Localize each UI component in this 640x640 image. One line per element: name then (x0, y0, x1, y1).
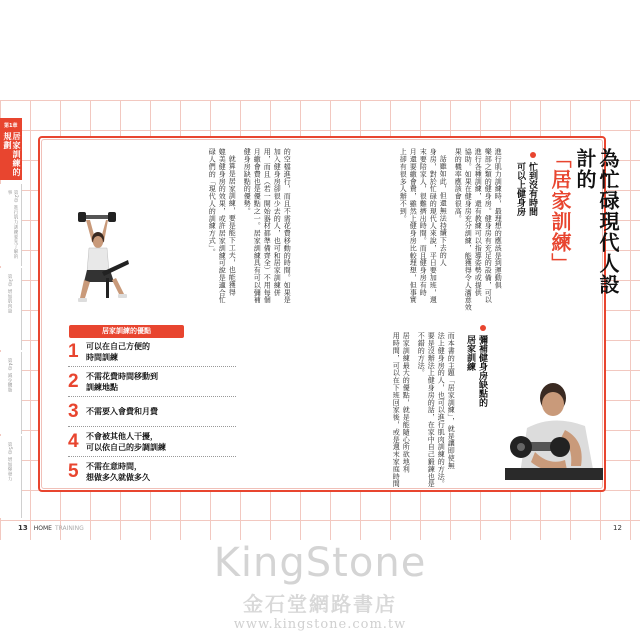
left-text-col: 月繳會費也是優點之一。居家訓練具有可以彌補 (253, 148, 262, 304)
left-page-number: 13 (18, 524, 28, 532)
benefit-line1: 不需在意時間， (86, 462, 142, 471)
chapter-tab-5 (0, 436, 22, 518)
section2-text-col: 不錯的方法。 (417, 332, 426, 377)
left-text-col: 碌人們的「現代人的訓練方式」。 (208, 148, 217, 256)
benefit-divider (68, 456, 236, 457)
chapter-tab-label: 第5章 增加爆發力 (7, 442, 12, 482)
watermark-brand: KingStone (213, 540, 427, 586)
chapter-tab-4 (0, 352, 22, 434)
benefit-item (68, 340, 238, 368)
chapter-tab-label: 第3章 增加肌肉量 (7, 274, 12, 314)
section2-text-col: 要是沒辦法上健身房的話，在家中自己鍛鍊也是 (427, 332, 436, 488)
left-text-col: 的空檔進行，而且不需花費移動的時間。如果是 (283, 148, 292, 304)
section1-text-col: 月還要繳會費，雖然上健身房比較理想，但事實 (409, 148, 418, 304)
watermark-chinese: 金石堂網路書店 (243, 592, 397, 616)
chapter-tab-label: 第2章 進行肌力訓練要先了解的事 (7, 190, 18, 259)
section1-text-col: 進行肌力訓練時，最理想的應該是到運動俱 (494, 148, 503, 289)
benefit-line1: 不需要入會費和月費 (86, 407, 158, 416)
section2-heading-2: 居家訓練 (465, 335, 475, 371)
left-text-col: 加入健身房卻很少去的人，也可和居家訓練併 (273, 148, 282, 296)
section2-text-col: 居家訓練最大的優點，就是能隨心所欲地利 (402, 332, 411, 473)
left-text-col: 用，而且（若一開始器材都準備齊全）不用每個 (263, 148, 272, 304)
benefit-number: 5 (68, 461, 79, 482)
benefit-line2: 可以依自己的步調訓練 (86, 443, 166, 452)
benefit-number: 1 (68, 341, 79, 362)
section2-text-col: 而本書的主題「居家訓練」，就是讓即使無 (447, 332, 456, 470)
benefit-divider (68, 396, 236, 397)
chapter-number: 第1章 (4, 123, 18, 129)
main-title-line1: 為忙碌現代人設計的 (573, 148, 620, 295)
benefit-line2: 想做多久就做多久 (86, 473, 150, 482)
section1-text-col: 話雖如此，但還無法持續下去的人 (439, 155, 448, 266)
main-title-line2: 「居家訓練」 (548, 148, 572, 274)
brand-label: HOME (33, 525, 52, 532)
section1-text-col: 上卻有很多人辦不到。 (399, 148, 408, 222)
section1-text-col: 協助。如果在健身房充分訓練，能獲得令人滿意效 (464, 148, 473, 311)
section2-heading-1: 彌補健身房缺點的 (477, 335, 487, 407)
benefit-item (68, 370, 238, 398)
benefit-line2: 時間訓練 (86, 353, 118, 362)
benefit-line1: 不會被其他人干擾， (86, 432, 158, 441)
section1-text-col: 樂部之類的健身房。健身房有充足的設備，可以 (484, 148, 493, 304)
book-spread (0, 100, 640, 540)
benefit-item (68, 400, 238, 428)
section1-text-col: 末要陪家人，很難擠出時間。而且健身房有時 (419, 148, 428, 296)
chapter-title: 居家訓練的規劃 (3, 132, 21, 177)
left-text-col: 就算是居家訓練，要是能下工夫，也能獲得 (228, 155, 237, 296)
benefit-number: 4 (68, 431, 79, 452)
chapter-tab-2 (0, 184, 22, 266)
section2-text-col: 用時間，可以在下班回家後，或是週末家庭時間 (392, 332, 401, 488)
left-text-col: 媲美健身房的效果，或許居家訓練可說是適合忙 (218, 148, 227, 304)
chapter-tab-active (0, 118, 22, 180)
section-bullet (530, 152, 536, 158)
benefit-item (68, 430, 238, 458)
right-page-number: 12 (613, 524, 622, 532)
benefit-line2: 訓練地點 (86, 383, 118, 392)
benefit-item (68, 460, 238, 488)
benefit-number: 3 (68, 401, 79, 422)
benefit-divider (68, 366, 236, 367)
watermark-url: www.kingstone.com.tw (233, 617, 407, 632)
section1-text-col: 果的機率應該會很高。 (454, 148, 463, 222)
left-page-footer (18, 524, 84, 532)
section-bullet (480, 325, 486, 331)
section1-text-col: 身房，對於忙碌的現代人來說，平日要加班，週 (429, 148, 438, 304)
section1-text-col: 進行各種訓練，還有教練可以指導姿勢或提供 (474, 148, 483, 296)
benefit-divider (68, 426, 236, 427)
dumbbell-curl-photo (505, 370, 603, 480)
left-text-col: 健身房缺點的優勢。 (243, 148, 252, 215)
benefit-line1: 不需花費時間移動到 (86, 372, 158, 381)
section2-text-col: 法上健身房的人，也可以進行肌肉訓練的方法。 (437, 332, 446, 488)
section1-heading-1: 忙到沒有時間 (527, 162, 537, 216)
benefits-header: 居家訓練的優點 (69, 325, 184, 338)
brand-sub-label: TRAINING (54, 525, 84, 532)
overhead-press-photo (72, 210, 132, 305)
chapter-tab-3 (0, 268, 22, 350)
chapter-tab-label: 第4章 減少體脂 (7, 358, 12, 393)
section1-heading-2: 可以上健身房 (515, 162, 525, 216)
benefit-number: 2 (68, 371, 79, 392)
benefit-line1: 可以在自己方便的 (86, 342, 150, 351)
